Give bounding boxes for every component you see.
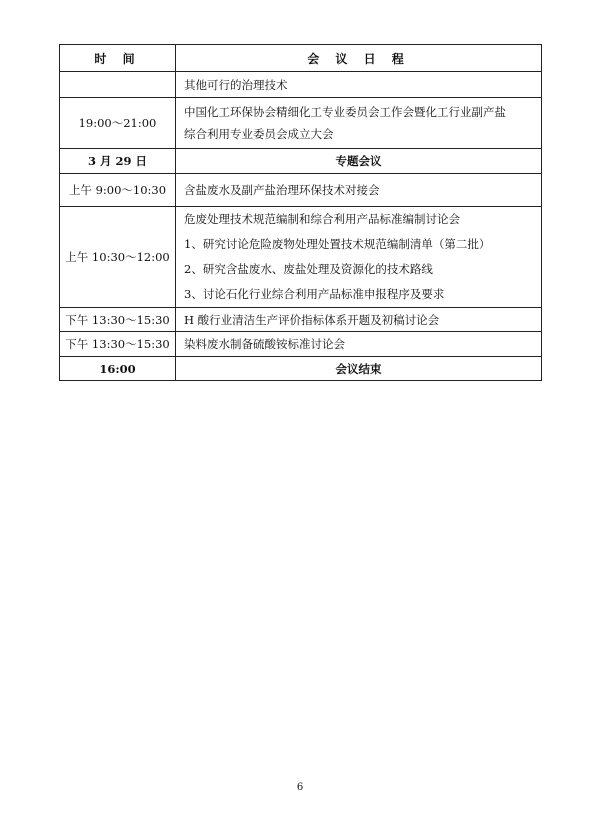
schedule-table xyxy=(59,44,542,381)
row-content xyxy=(176,174,542,207)
row-content xyxy=(176,308,542,332)
table-row xyxy=(60,174,542,207)
table-row xyxy=(60,98,542,149)
table-row xyxy=(60,332,542,357)
content-line: 中国化工环保协会精细化工专业委员会工作会暨化工行业副产盐 xyxy=(184,105,506,119)
content-line: H 酸行业清洁生产评价指标体系开题及初稿讨论会 xyxy=(184,312,440,327)
content-line: 染料废水制备硫酸铵标准讨论会 xyxy=(184,337,345,351)
row-content xyxy=(176,207,542,308)
row-time xyxy=(60,72,176,98)
row-content xyxy=(176,72,542,98)
content-line: 1、研究讨论危险废物处理处置技术规范编制清单（第二批） xyxy=(184,237,491,251)
row-time: 下午 13:30～15:30 xyxy=(60,308,176,332)
row-content xyxy=(176,98,542,149)
table-row xyxy=(60,308,542,332)
table-row xyxy=(60,207,542,308)
header-time: 时 间 xyxy=(60,45,176,72)
row-time: 16:00 xyxy=(60,357,176,381)
row-time: 下午 13:30～15:30 xyxy=(60,332,176,357)
content-line: 综合利用专业委员会成立大会 xyxy=(184,127,334,141)
content-line: 2、研究含盐废水、废盐处理及资源化的技术路线 xyxy=(184,262,433,276)
table-row-section xyxy=(60,357,542,381)
row-time: 19:00～21:00 xyxy=(60,98,176,149)
row-time: 上午 9:00～10:30 xyxy=(60,174,176,207)
content-line: 其他可行的治理技术 xyxy=(184,77,288,92)
row-section-title: 专题会议 xyxy=(176,149,542,174)
table-row-section xyxy=(60,149,542,174)
page-number: 6 xyxy=(296,782,304,793)
table-row xyxy=(60,72,542,98)
row-closing: 会议结束 xyxy=(176,357,542,381)
table-header-row xyxy=(60,45,542,72)
content-line: 危废处理技术规范编制和综合利用产品标准编制讨论会 xyxy=(184,212,460,226)
content-line: 含盐废水及副产盐治理环保技术对接会 xyxy=(184,183,380,197)
row-time: 上午 10:30～12:00 xyxy=(60,207,176,308)
content-line: 3、讨论石化行业综合利用产品标准申报程序及要求 xyxy=(184,287,445,301)
row-content xyxy=(176,332,542,357)
row-date: 3 月 29 日 xyxy=(60,149,176,174)
header-agenda: 会 议 日 程 xyxy=(176,45,542,72)
